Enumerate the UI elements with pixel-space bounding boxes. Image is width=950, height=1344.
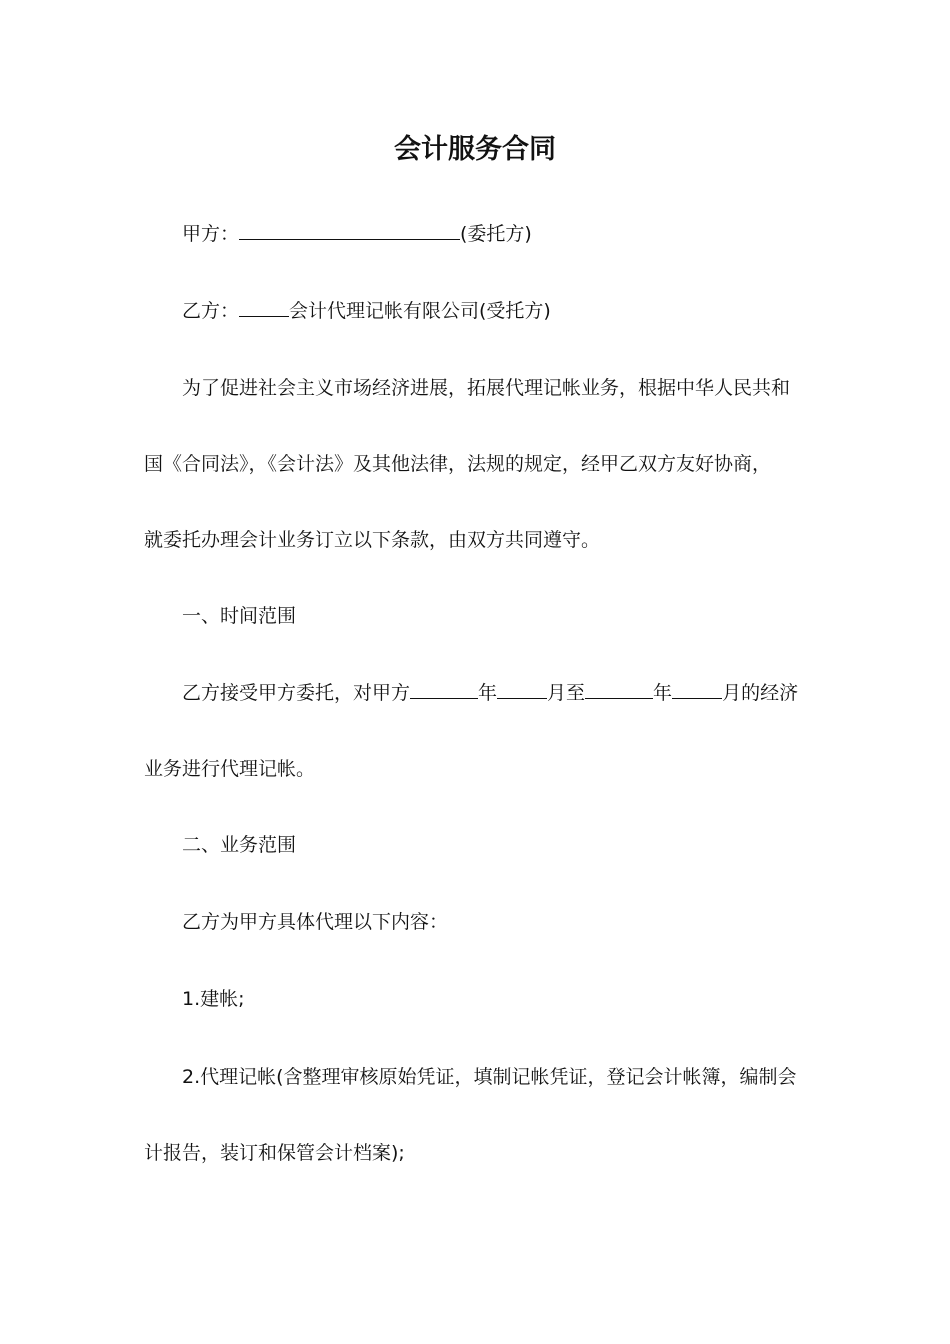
list-item-1: 1.建帐; (182, 988, 245, 1010)
intro-line-2: 国《合同法》，《会计法》及其他法律，法规的规定，经甲乙双方友好协商， (144, 453, 772, 475)
party-b-line (182, 297, 551, 325)
section-1-heading: 一、时间范围 (182, 605, 297, 627)
section-1-text-line-2: 业务进行代理记帐。 (144, 758, 316, 780)
section-1-text-prefix: 乙方接受甲方委托，对甲方 (182, 682, 411, 704)
party-b-label: 乙方： (182, 300, 240, 322)
start-month-label: 月至 (547, 682, 586, 704)
end-month-label: 月的经济 (722, 682, 799, 704)
end-month-blank (672, 680, 722, 699)
end-year-blank (585, 680, 653, 699)
party-b-suffix: 会计代理记帐有限公司(受托方) (289, 300, 551, 322)
party-a-line (182, 220, 532, 248)
start-year-blank (410, 680, 478, 699)
page-title: 会计服务合同 (394, 134, 556, 165)
party-a-label: 甲方： (182, 223, 240, 245)
list-item-2-line-2: 计报告，装订和保管会计档案); (144, 1142, 405, 1164)
list-item-2-line-1: 2.代理记帐(含整理审核原始凭证，填制记帐凭证，登记会计帐簿，编制会 (182, 1066, 797, 1088)
end-year-label: 年 (653, 682, 673, 704)
section-1-text-line-1 (182, 679, 798, 707)
party-b-blank (239, 298, 289, 317)
section-2-intro: 乙方为甲方具体代理以下内容： (182, 911, 449, 933)
intro-line-3: 就委托办理会计业务订立以下条款，由双方共同遵守。 (144, 529, 601, 551)
party-a-suffix: (委托方) (460, 223, 532, 245)
party-a-blank (239, 221, 460, 240)
section-2-heading: 二、业务范围 (182, 834, 297, 856)
intro-line-1: 为了促进社会主义市场经济进展，拓展代理记帐业务，根据中华人民共和 (182, 377, 791, 399)
start-month-blank (497, 680, 547, 699)
start-year-label: 年 (478, 682, 498, 704)
